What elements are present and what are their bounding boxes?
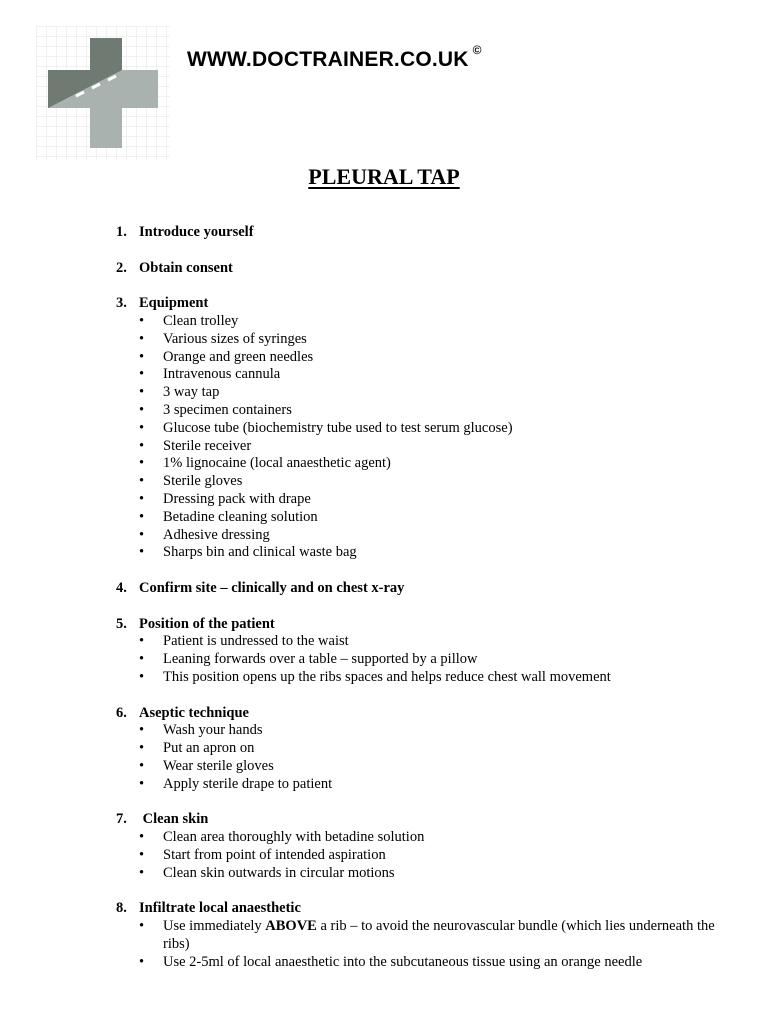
step-number: 1. — [116, 224, 127, 240]
bullet-icon: • — [139, 490, 145, 507]
list-item-text: Dressing pack with drape — [163, 490, 311, 507]
list-item — [116, 829, 716, 847]
list-item-text: Leaning forwards over a table – supported by a pillow — [163, 651, 478, 668]
list-item — [116, 633, 716, 651]
step-heading — [116, 900, 716, 918]
list-item — [116, 776, 716, 794]
list-item — [116, 722, 716, 740]
step-heading-text: Confirm site – clinically and on chest x-ray — [139, 579, 405, 596]
list-item-text: Use 2-5ml of local anaesthetic into the subcutaneous tissue using an orange needle — [163, 953, 643, 970]
list-item-text: 3 specimen containers — [163, 401, 292, 418]
bullet-icon: • — [139, 775, 145, 792]
bullet-icon: • — [139, 330, 145, 347]
list-item — [116, 455, 716, 473]
step-heading — [116, 580, 716, 598]
list-item — [116, 402, 716, 420]
list-item-text: Sterile receiver — [163, 437, 252, 454]
step-number: 6. — [116, 704, 127, 721]
list-item-text: Apply sterile drape to patient — [163, 775, 333, 792]
copyright-symbol: © — [472, 43, 482, 57]
step-heading-text: Position of the patient — [139, 615, 275, 632]
bullet-list — [116, 722, 716, 793]
list-item-text: Put an apron on — [163, 740, 255, 757]
list-item-text: Clean area thoroughly with betadine solution — [163, 829, 425, 846]
bullet-icon: • — [139, 473, 145, 490]
list-item — [116, 313, 716, 331]
list-item-text: Sharps bin and clinical waste bag — [163, 544, 357, 561]
step-heading-text: Infiltrate local anaesthetic — [139, 900, 301, 917]
step-heading — [116, 705, 716, 723]
bullet-icon: • — [139, 846, 145, 863]
step-number: 4. — [116, 579, 127, 596]
step-4 — [116, 580, 716, 598]
bullet-icon: • — [139, 455, 145, 472]
list-item — [116, 420, 716, 438]
bullet-list — [116, 633, 716, 686]
list-item-text: Wear sterile gloves — [163, 757, 274, 774]
list-item — [116, 954, 716, 972]
bullet-icon: • — [139, 757, 145, 774]
bullet-icon: • — [139, 437, 145, 454]
step-heading-text: Equipment — [139, 295, 209, 312]
list-item-text-part: a rib – to avoid the neurovascular bundle (which lies underneath the ribs) — [163, 918, 719, 952]
step-7 — [116, 811, 716, 882]
list-item-text: Start from point of intended aspiration — [163, 846, 386, 863]
step-number: 5. — [116, 615, 127, 632]
page-title-text: PLEURAL TAP — [308, 164, 460, 189]
bullet-icon: • — [139, 508, 145, 525]
procedure-steps — [116, 224, 719, 989]
list-item-text: 3 way tap — [163, 384, 220, 401]
list-item-text: Patient is undressed to the waist — [163, 633, 349, 650]
bullet-icon: • — [139, 668, 145, 685]
step-number: 7. — [116, 811, 127, 828]
list-item — [116, 651, 716, 669]
list-item-text: Betadine cleaning solution — [163, 508, 318, 525]
site-header — [187, 43, 482, 72]
list-item — [116, 384, 716, 402]
list-item — [116, 758, 716, 776]
list-item-text: Wash your hands — [163, 722, 263, 739]
list-item — [116, 331, 716, 349]
bullet-icon: • — [139, 722, 145, 739]
list-item — [116, 473, 716, 491]
list-item — [116, 544, 716, 562]
list-item-text: 1% lignocaine (local anaesthetic agent) — [163, 455, 391, 472]
bullet-icon: • — [139, 348, 145, 365]
step-heading-text: Obtain consent — [139, 259, 233, 276]
list-item-text: Glucose tube (biochemistry tube used to test serum glucose) — [163, 419, 513, 436]
list-item-text — [163, 918, 719, 954]
step-number: 2. — [116, 259, 127, 276]
list-item — [116, 527, 716, 545]
list-item-text-part: Use immediately — [163, 918, 266, 935]
bullet-icon: • — [139, 633, 145, 650]
list-item-text: Intravenous cannula — [163, 366, 281, 383]
list-item-text: Clean skin outwards in circular motions — [163, 864, 395, 881]
list-item-text: Orange and green needles — [163, 348, 314, 365]
list-item — [116, 366, 716, 384]
list-item-text: This position opens up the ribs spaces and helps reduce chest wall movement — [163, 668, 611, 685]
emphasis-text: ABOVE — [265, 918, 317, 935]
list-item-text: Adhesive dressing — [163, 526, 270, 543]
bullet-list — [116, 829, 716, 882]
step-heading-text: Introduce yourself — [139, 224, 254, 240]
list-item — [116, 865, 716, 883]
bullet-icon: • — [139, 918, 145, 935]
bullet-icon: • — [139, 366, 145, 383]
step-8 — [116, 900, 719, 971]
list-item — [116, 669, 716, 687]
site-url: WWW.DOCTRAINER.CO.UK — [187, 48, 469, 71]
bullet-icon: • — [139, 544, 145, 561]
step-1 — [116, 224, 716, 242]
list-item-text: Various sizes of syringes — [163, 330, 307, 347]
list-item — [116, 438, 716, 456]
step-3 — [116, 295, 716, 562]
step-heading-text: Aseptic technique — [139, 704, 249, 721]
bullet-icon: • — [139, 419, 145, 436]
step-2 — [116, 260, 716, 278]
cross-road-logo-icon — [36, 26, 170, 160]
step-heading — [116, 260, 716, 278]
bullet-icon: • — [139, 740, 145, 757]
bullet-icon: • — [139, 864, 145, 881]
bullet-icon: • — [139, 401, 145, 418]
list-item — [116, 509, 716, 527]
step-number: 3. — [116, 295, 127, 312]
bullet-icon: • — [139, 651, 145, 668]
list-item-text: Clean trolley — [163, 312, 239, 329]
step-5 — [116, 616, 716, 687]
step-heading — [116, 811, 716, 829]
bullet-list — [116, 918, 719, 971]
bullet-icon: • — [139, 312, 145, 329]
bullet-icon: • — [139, 829, 145, 846]
list-item — [116, 847, 716, 865]
bullet-icon: • — [139, 526, 145, 543]
step-heading — [116, 616, 716, 634]
list-item — [116, 491, 716, 509]
step-heading — [116, 224, 716, 242]
list-item-text: Sterile gloves — [163, 473, 243, 490]
page-title — [0, 164, 768, 190]
list-item — [116, 740, 716, 758]
doctrainer-logo — [36, 26, 170, 160]
bullet-icon: • — [139, 953, 145, 970]
step-heading-text: Clean skin — [139, 811, 209, 828]
bullet-list — [116, 313, 716, 562]
list-item — [116, 918, 719, 954]
step-6 — [116, 705, 716, 794]
list-item — [116, 349, 716, 367]
bullet-icon: • — [139, 384, 145, 401]
step-heading — [116, 295, 716, 313]
step-number: 8. — [116, 900, 127, 917]
